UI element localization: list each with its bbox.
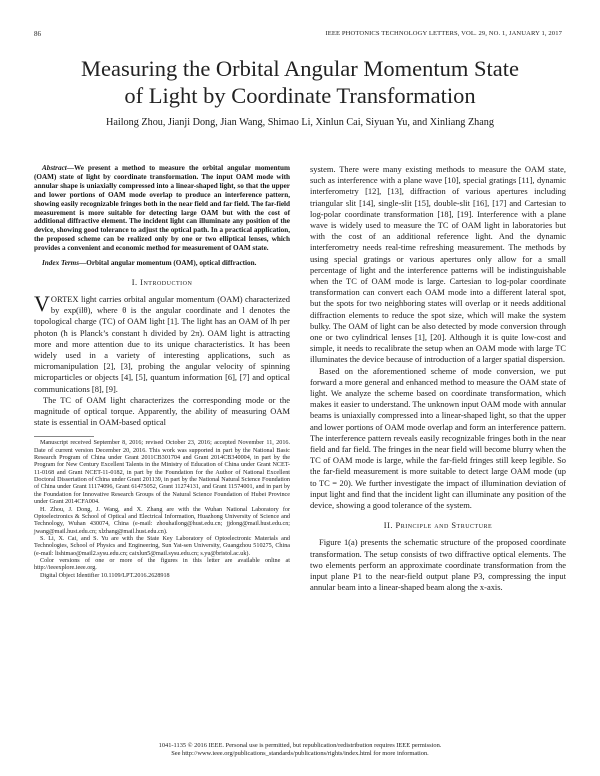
copyright-line: 1041-1135 © 2016 IEEE. Personal use is permitted, but republication/redistribution requires IEEE permission. (158, 742, 442, 749)
title-line-2: of Light by Coordinate Transformation (124, 83, 476, 108)
intro-paragraph-1-text: ORTEX light carries orbital angular momentum (OAM) characterized by exp(ilθ), where θ is the angular coordinate and l denotes the topological charge (TC) of OAM light [1]. The light has an OAM of lħ per photon (ħ is Planck’s constant h divided by 2π). OAM light is attracting more and more attention due to its unique characteristics. It has been widely used in a variety of interesting applications, such as micromanipulation [2], [3], probing the angular velocity of spinning microparticles or objects [4], [5], quantum information [6], [7] and optical communications [8], [9]. (34, 293, 290, 394)
abstract (34, 164, 290, 253)
journal-header: IEEE PHOTONICS TECHNOLOGY LETTERS, VOL. 29, NO. 1, JANUARY 1, 2017 (325, 30, 562, 37)
title-line-1: Measuring the Orbital Angular Momentum State (80, 56, 520, 81)
intro-paragraph-1 (34, 290, 290, 395)
right-column (310, 164, 566, 593)
drop-cap: V (34, 290, 50, 316)
left-column (34, 164, 290, 580)
paper-title (40, 55, 560, 109)
section-heading-principle: II. Principle and Structure (383, 521, 493, 531)
index-terms-lead: Index Terms (42, 259, 80, 268)
abstract-lead: Abstract (42, 164, 67, 172)
footnote-doi: Digital Object Identifier 10.1109/LPT.2016.2628918 (40, 572, 170, 579)
footnote-manuscript: Manuscript received September 8, 2016; revised October 23, 2016; accepted November 11, 2016. Date of current version December 20, 2016. This work was supported in part by the National Basic Research Program of China under Grant 2011CB301704 and Grant 2014CB340004, in part by the Program for New Century Excellent Talents in the Ministry of Education of China under Grant NCET-11-0168 and Grant NCET-11-0182, in part by the Foundation for the Author of National Excellent Doctoral Dissertation of China under Grant 201139, in part by the National Natural Science Foundation of China under Grant 11174096, Grant 61475052, Grant 11274131, and Grant 11574001, and in part by the Foundation for Innovative Research Groups of the Natural Science Foundation of Hubei Province under Grant 2014CFA004. (34, 440, 290, 506)
rights-link-line: See http://www.ieee.org/publications_standards/publications/rights/index.html for more information. (171, 750, 429, 758)
principle-paragraph-1: Figure 1(a) presents the schematic structure of the proposed coordinate transformation. The setup consists of two diffractive optical elements. The two elements perform an approximate coordinate transformation from the input plane P1 to the near-field output plane P3, compressing the input annular beam into a linear-shaped beam along the x-axis. (310, 537, 566, 593)
copyright-footer (40, 742, 560, 758)
footnotes (34, 436, 290, 580)
page-number: 86 (34, 30, 41, 38)
footnote-affiliation-1: H. Zhou, J. Dong, J. Wang, and X. Zhang are with the Wuhan National Laboratory for Optoelectronics & School of Optical and Electrical Information, Huazhong University of Science and Technology, Wuhan 430074, China (e-mail: zhouhailong@hust.edu.cn; jjdong@mail.hust.edu.cn; jwang@mail.hust.edu.cn; xlzhang@mail.hust.edu.cn). (34, 506, 290, 535)
section-heading-introduction: I. Introduction (131, 277, 193, 287)
right-paragraph-1: system. There were many existing methods to measure the OAM state, such as interference with a plane wave [10], special gratings [11], dynamic interferometry [12], [13], diffraction of various apertures including triangular slit [14], single-slit [15], double-slit [16], [17] and Cartesian to log-polar coordinate transformation [18], [19]. Interference with a plane wave is widely used to measure the TC of OAM light in laboratories but with the cost of an additional reference light. And the dynamic interferometry needs real-time refreshing measurement. The methods by using special gratings or various apertures only allow for a small percentage of light and the interference patterns will be indistinguishable when the TC of OAM mode is large. Cartesian to log-polar coordinate transformation can convert each OAM mode into a different lateral spot, but the spots for two neighboring states will overlap or it needs additional diffraction elements to reduce the spot size, which will make the system bulky. The OAM of light can be also detected by mode conversion through one or two cylindrical lenses [1], [20]. Although it is quite low-cost and simple, it needs to recalibrate the setup when an OAM mode with large TC illuminates the device because of introduction of a larger spatial dispersion. (310, 164, 566, 365)
index-terms-text: —Orbital angular momentum (OAM), optical diffraction. (79, 259, 257, 268)
intro-paragraph-2: The TC of OAM light characterizes the corresponding mode or the magnitude of optical torque. Apparently, the ability of measuring OAM state is essential in OAM-based optical (34, 394, 290, 428)
author-list: Hailong Zhou, Jianji Dong, Jian Wang, Shimao Li, Xinlun Cai, Siyuan Yu, and Xinliang Zhang (106, 117, 494, 128)
index-terms (34, 259, 290, 268)
abstract-text: —We present a method to measure the orbital angular momentum (OAM) state of light by coordinate transformation. The input OAM mode with annular shape is uniaxially compressed into a linear-shaped light, so that the upper and lower portions of OAM mode overlap to produce an interference pattern, showing easily recognizable fringes both in the near field and far field. The far-field measurement is more suitable for detecting large OAM but with the cost of additional diffractive element. The incident light can illuminate any position of the device, showing good tolerance to adjust the optical path. In a practical application, the proposed scheme can be realized only by one or two elliptical lenses, which provides a convenient and economic method for measurement of OAM state. (34, 164, 290, 253)
footnote-color-versions: Color versions of one or more of the figures in this letter are available online at http://ieeexplore.ieee.org. (34, 557, 290, 572)
right-paragraph-2: Based on the aforementioned scheme of mode conversion, we put forward a more general and enhanced method to measure the OAM state of light. We analyze the scheme based on coordinate transformation, which makes it easier to understand. The unknown input OAM mode with annular beams is uniaxially compressed into a linear-shaped light, so that the upper and lower portions of OAM mode overlap and form an interference pattern. The interference pattern reveals easily recognizable fringes both in the near field and far field. The fringes in the near field will become blurry when the TC of OAM mode is large, while the far-field fringes still keep legible. So the far-field measurement is more suitable to detect large OAM mode (up to TC = 20). We further investigate the impact of illumination deviation of input light and find that the incident light can illuminate any position of the device, showing a good tolerance of the system. (310, 365, 566, 511)
footnote-affiliation-2: S. Li, X. Cai, and S. Yu are with the State Key Laboratory of Optoelectronic Materials and Technologies, School of Physics and Engineering, Sun Yat-sen University, Guangzhou 510275, China (e-mail: lishimao@mail2.sysu.edu.cn; caixlun5@mail.sysu.edu.cn; s.yu@bristol.ac.uk). (34, 535, 290, 557)
footnote-rule (34, 436, 94, 437)
